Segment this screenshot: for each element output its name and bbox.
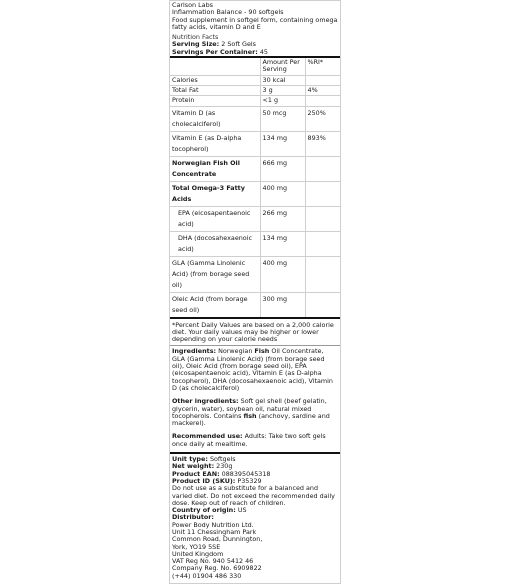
distributor-label: Distributor: <box>172 514 214 522</box>
table-row: Total Omega-3 Fatty Acids 400 mg <box>170 181 340 206</box>
serving-size: Serving Size: 2 Soft Gels <box>172 41 256 49</box>
distributor-line: United Kingdom <box>172 550 224 558</box>
dv-header: %RI* <box>307 58 324 67</box>
table-header-row <box>170 58 340 75</box>
product-ean: Product EAN: 088395045318 <box>172 470 271 478</box>
table-row: Vitamin E (as D-alpha tocopherol) 134 mg 893% <box>170 131 340 156</box>
unit-type: Unit type: Softgels <box>172 456 236 464</box>
ingredients-section <box>170 346 340 452</box>
table-row: DHA (docosahexaenoic acid) 134 mg <box>170 231 340 256</box>
net-weight: Net weight: 230g <box>172 463 233 471</box>
distributor-line: Power Body Nutrition Ltd. <box>172 521 254 529</box>
supplement-label <box>169 0 341 584</box>
table-row: GLA (Gamma Linolenic Acid) (from borage seed oil) 400 mg <box>170 256 340 292</box>
other-ingredients-text: Other ingredients: Soft gel shell (beef gelatin, glycerin, water), soybean oil, natural mixed tocopherols. Contains fish (anchovy, sardine and mackerel). <box>172 397 330 428</box>
nutrition-facts-title: Nutrition Facts <box>172 34 219 42</box>
warning-text: Do not use as a substitute for a balanced and varied diet. Do not exceed the recommended daily dose. Keep out of reach of children. <box>172 485 335 507</box>
product-name: Inflammation Balance - 90 softgels <box>172 9 284 17</box>
label-header <box>170 1 340 56</box>
table-row: Vitamin D (as cholecalciferol) 50 mcg 250% <box>170 106 340 131</box>
daily-value-footnote: *Percent Daily Values are based on a 2,000 calorie diet. Your daily values may be higher or lower depending on your calorie needs <box>172 320 334 344</box>
servings-per-container: Servings Per Container: 45 <box>172 48 268 56</box>
distributor-line: VAT Reg No. 940 5412 46 <box>172 558 254 566</box>
brand-name: Carlson Labs <box>172 2 213 9</box>
table-row: Oleic Acid (from borage seed oil) 300 mg <box>170 292 340 317</box>
amount-header: Amount Per Serving <box>260 58 305 75</box>
nutrition-table <box>170 58 340 316</box>
table-row: Calories 30 kcal <box>170 75 340 85</box>
table-row: Total Fat 3 g 4% <box>170 85 340 95</box>
table-row: Norwegian Fish Oil Concentrate 666 mg <box>170 156 340 181</box>
recommended-use-text: Recommended use: Adults: Take two soft gels once daily at mealtime. <box>172 432 326 448</box>
distributor-line: York, YO19 5SE <box>172 543 221 551</box>
distributor-line: Common Road, Dunnington, <box>172 536 263 544</box>
product-sku: Product ID (SKU): P35329 <box>172 477 262 485</box>
table-row: Protein <1 g <box>170 96 340 106</box>
product-description: Food supplement in softgel form, containing omega fatty acids, vitamin D and E <box>172 16 338 31</box>
ingredients-text: Ingredients: Norwegian Fish Oil Concentrate, GLA (Gamma Linolenic Acid) (from borage seed oil), Oleic Acid (from borage seed oil), EPA (eicosapentaenoic acid), Vitamin E (as D-alpha tocopherol), DHA (docosahexaenoic acid), Vitamin D (as cholecalciferol) <box>172 347 333 392</box>
distributor-line: Company Reg. No. 6909822 <box>172 565 262 573</box>
country-of-origin: Country of origin: US <box>172 507 247 515</box>
product-info-section <box>170 454 340 583</box>
table-row: EPA (eicosapentaenoic acid) 266 mg <box>170 206 340 231</box>
distributor-line: Unit 11 Chessingham Park <box>172 528 257 536</box>
distributor-line: (+44) 01904 486 330 <box>172 572 242 580</box>
